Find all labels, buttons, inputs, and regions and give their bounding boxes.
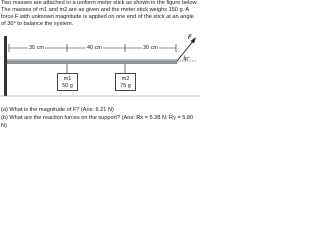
meter-stick-highlight (7, 59, 177, 61)
question-a: (a) What is the magnitude of F? (Ans: 6.21 N) (1, 107, 114, 113)
problem-statement (1, 0, 199, 28)
wall-support (4, 36, 7, 96)
problem-text: Two masses are attached to a uniform meter stick as shown in the figure below. The masses of m1 and m2 are as given and the meter stick weighs 150 g. A force F with unknown magnitude is applied on one end of the stick at an angle of 30° to balance the system. (1, 0, 198, 27)
question-b: (b) What are the reaction forces on the support? (Ans: Rx = 5.38 N; Ry = 5.80 N) (1, 115, 194, 129)
meter-stick-figure (0, 34, 200, 105)
segment-label-1: 30 cm (29, 45, 44, 51)
segment-label-3: 30 cm (143, 45, 158, 51)
mass-m2-value: 75 g (120, 83, 131, 89)
mass-m1 (57, 73, 78, 91)
mass-m1-value: 50 g (62, 83, 73, 89)
mass-m2-name: m2 (121, 76, 130, 82)
segment-label-2: 40 cm (87, 45, 102, 51)
mass-m1-name: m1 (63, 76, 72, 82)
questions (1, 106, 199, 130)
angle-label: 30° (183, 56, 190, 61)
mass-m2 (115, 73, 136, 91)
force-label: F (188, 35, 192, 41)
